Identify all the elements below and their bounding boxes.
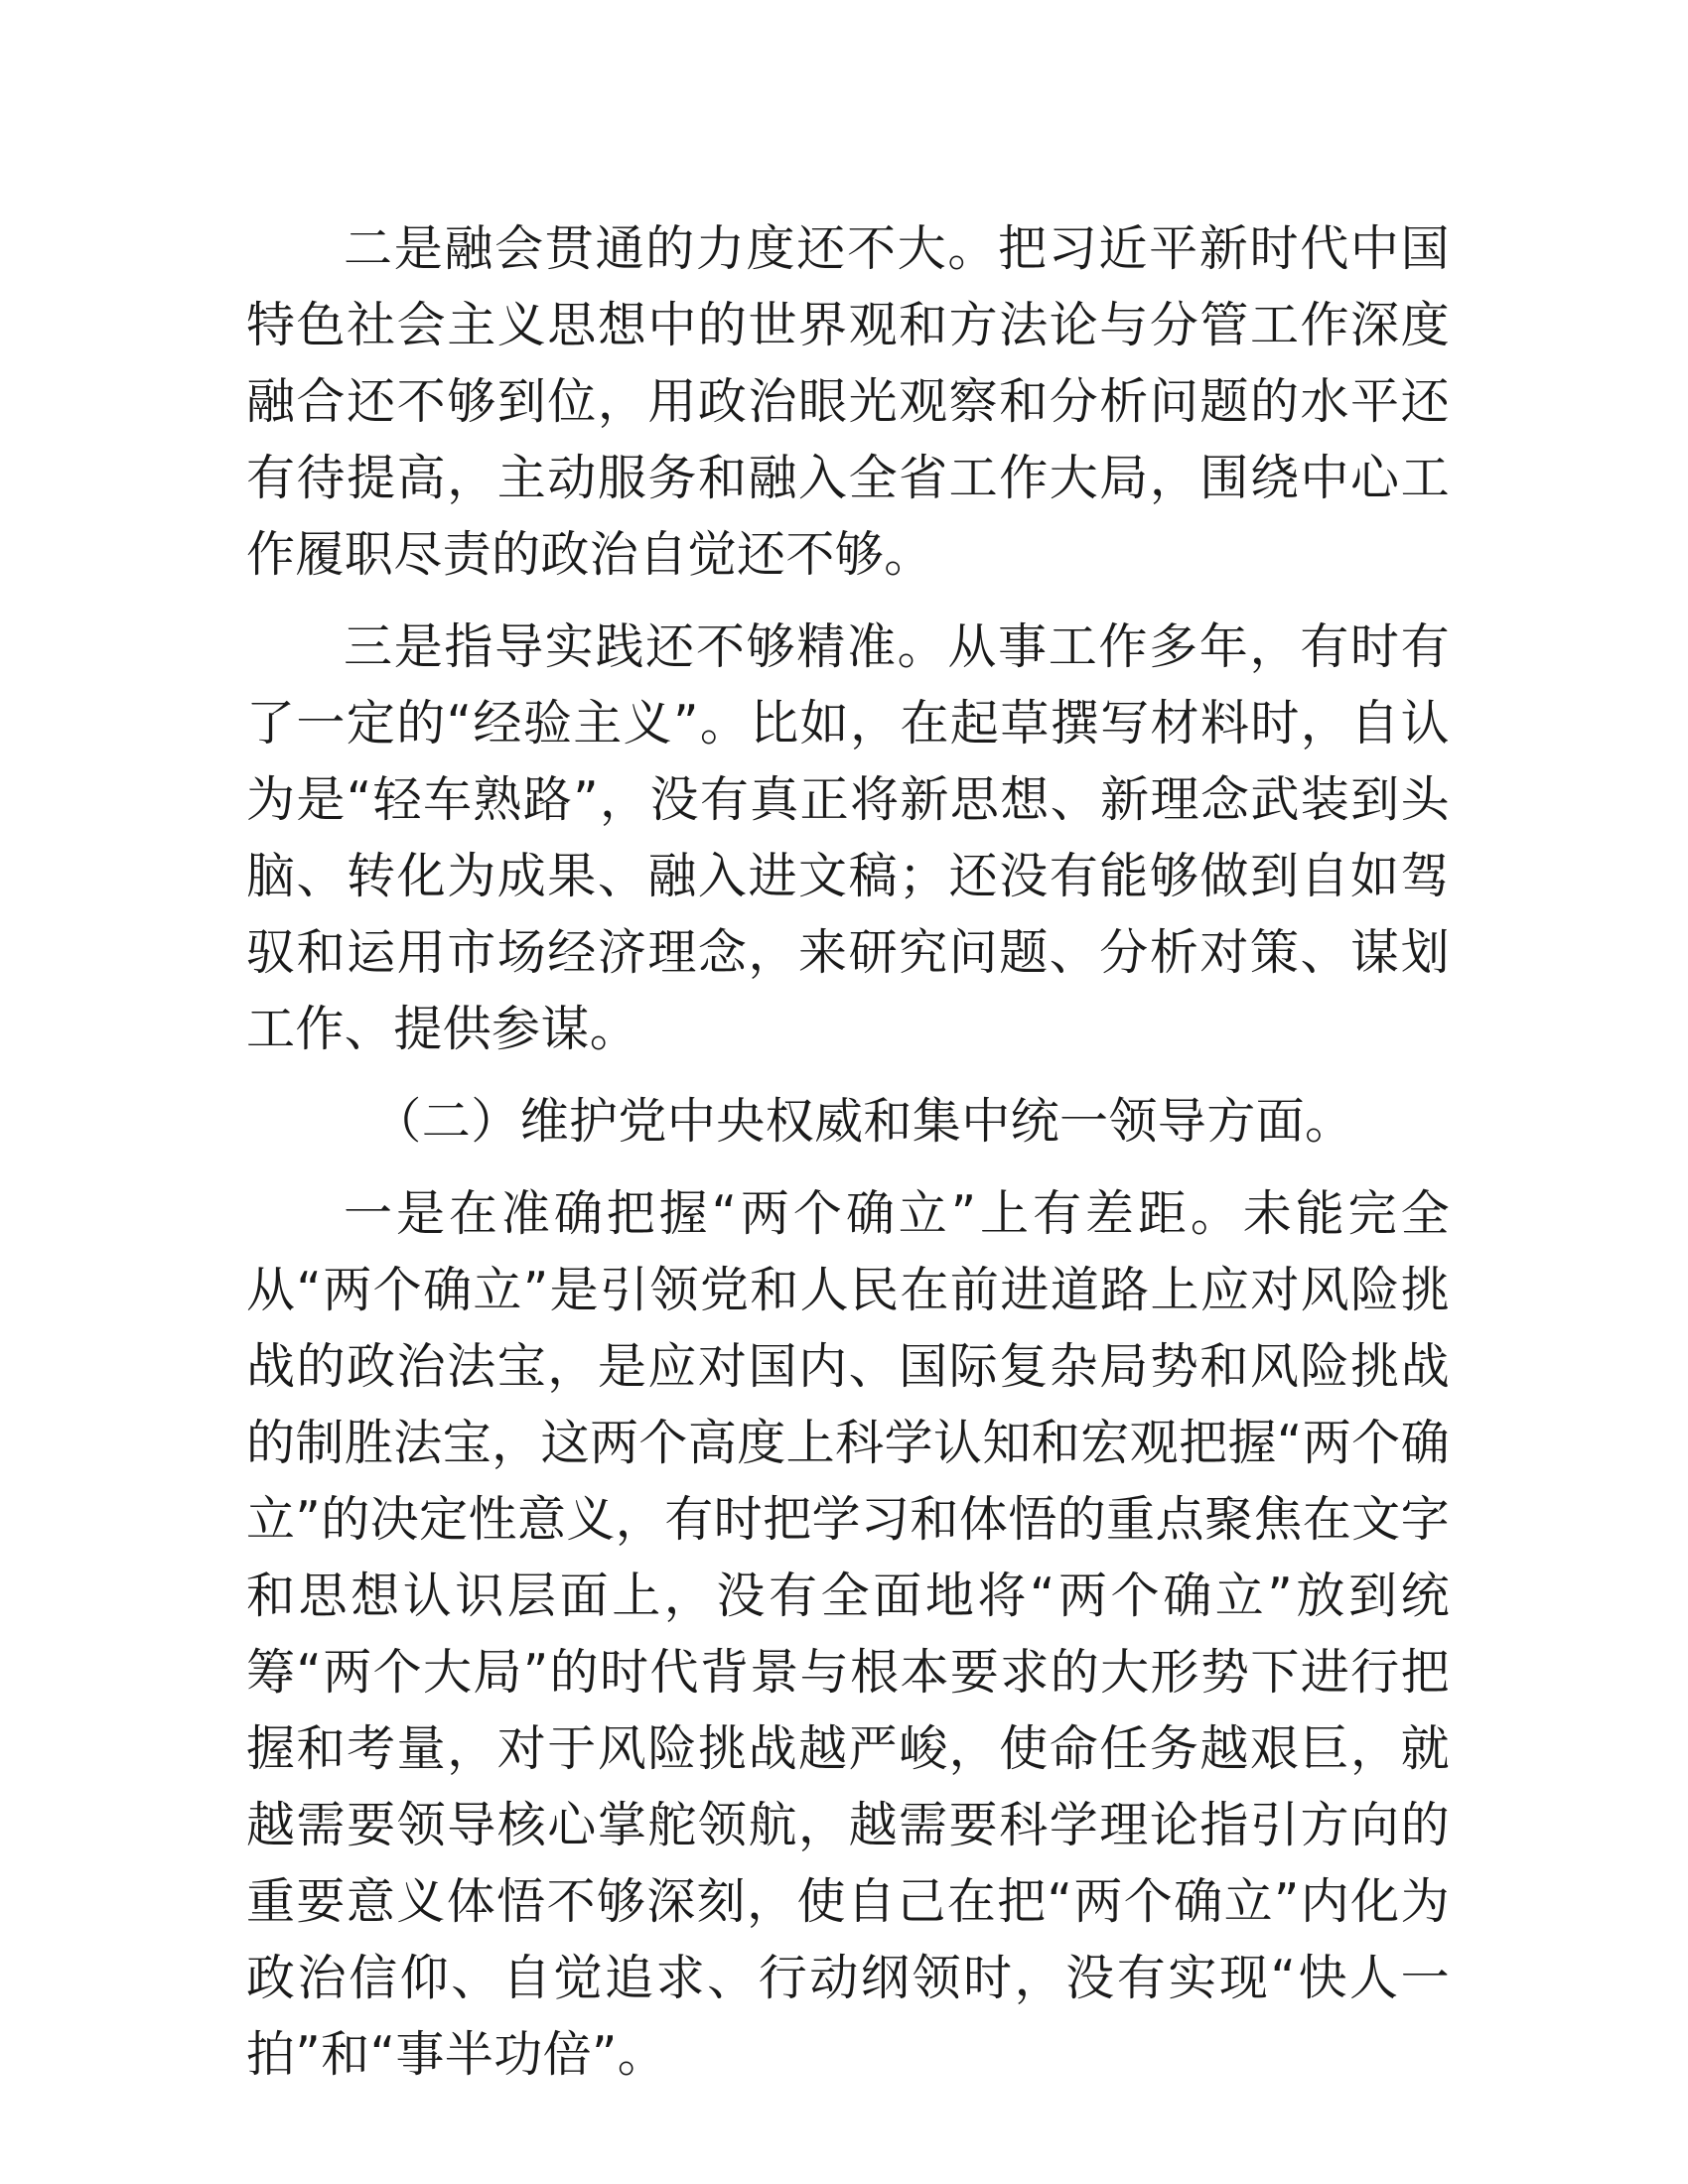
document-body — [246, 210, 1450, 2109]
paragraph-two-establishments: 一是在准确把握“两个确立”上有差距。未能完全从“两个确立”是引领党和人民在前进道路上应对风险挑战的政治法宝，是应对国内、国际复杂局势和风险挑战的制胜法宝，这两个高度上科学认知和宏观把握“两个确立”的决定性意义，有时把学习和体悟的重点聚焦在文字和思想认识层面上，没有全面地将“两个确立”放到统筹“两个大局”的时代背景与根本要求的大形势下进行把握和考量，对于风险挑战越严峻，使命任务越艰巨，就越需要领导核心掌舵领航，越需要科学理论指引方向的重要意义体悟不够深刻，使自己在把“两个确立”内化为政治信仰、自觉追求、行动纲领时，没有实现“快人一拍”和“事半功倍”。 — [246, 1185, 1450, 2083]
paragraph-integration: 二是融会贯通的力度还不大。把习近平新时代中国特色社会主义思想中的世界观和方法论与分管工作深度融合还不够到位，用政治眼光观察和分析问题的水平还有待提高，主动服务和融入全省工作大局，围绕中心工作履职尽责的政治自觉还不够。 — [246, 220, 1450, 583]
paragraph-practice-guidance: 三是指导实践还不够精准。从事工作多年，有时有了一定的“经验主义”。比如，在起草撰写材料时，自认为是“轻车熟路”，没有真正将新思想、新理念武装到头脑、转化为成果、融入进文稿；还没有能够做到自如驾驭和运用市场经济理念，来研究问题、分析对策、谋划工作、提供参谋。 — [246, 618, 1450, 1057]
section-heading-2: （二）维护党中央权威和集中统一领导方面。 — [372, 1093, 1354, 1150]
